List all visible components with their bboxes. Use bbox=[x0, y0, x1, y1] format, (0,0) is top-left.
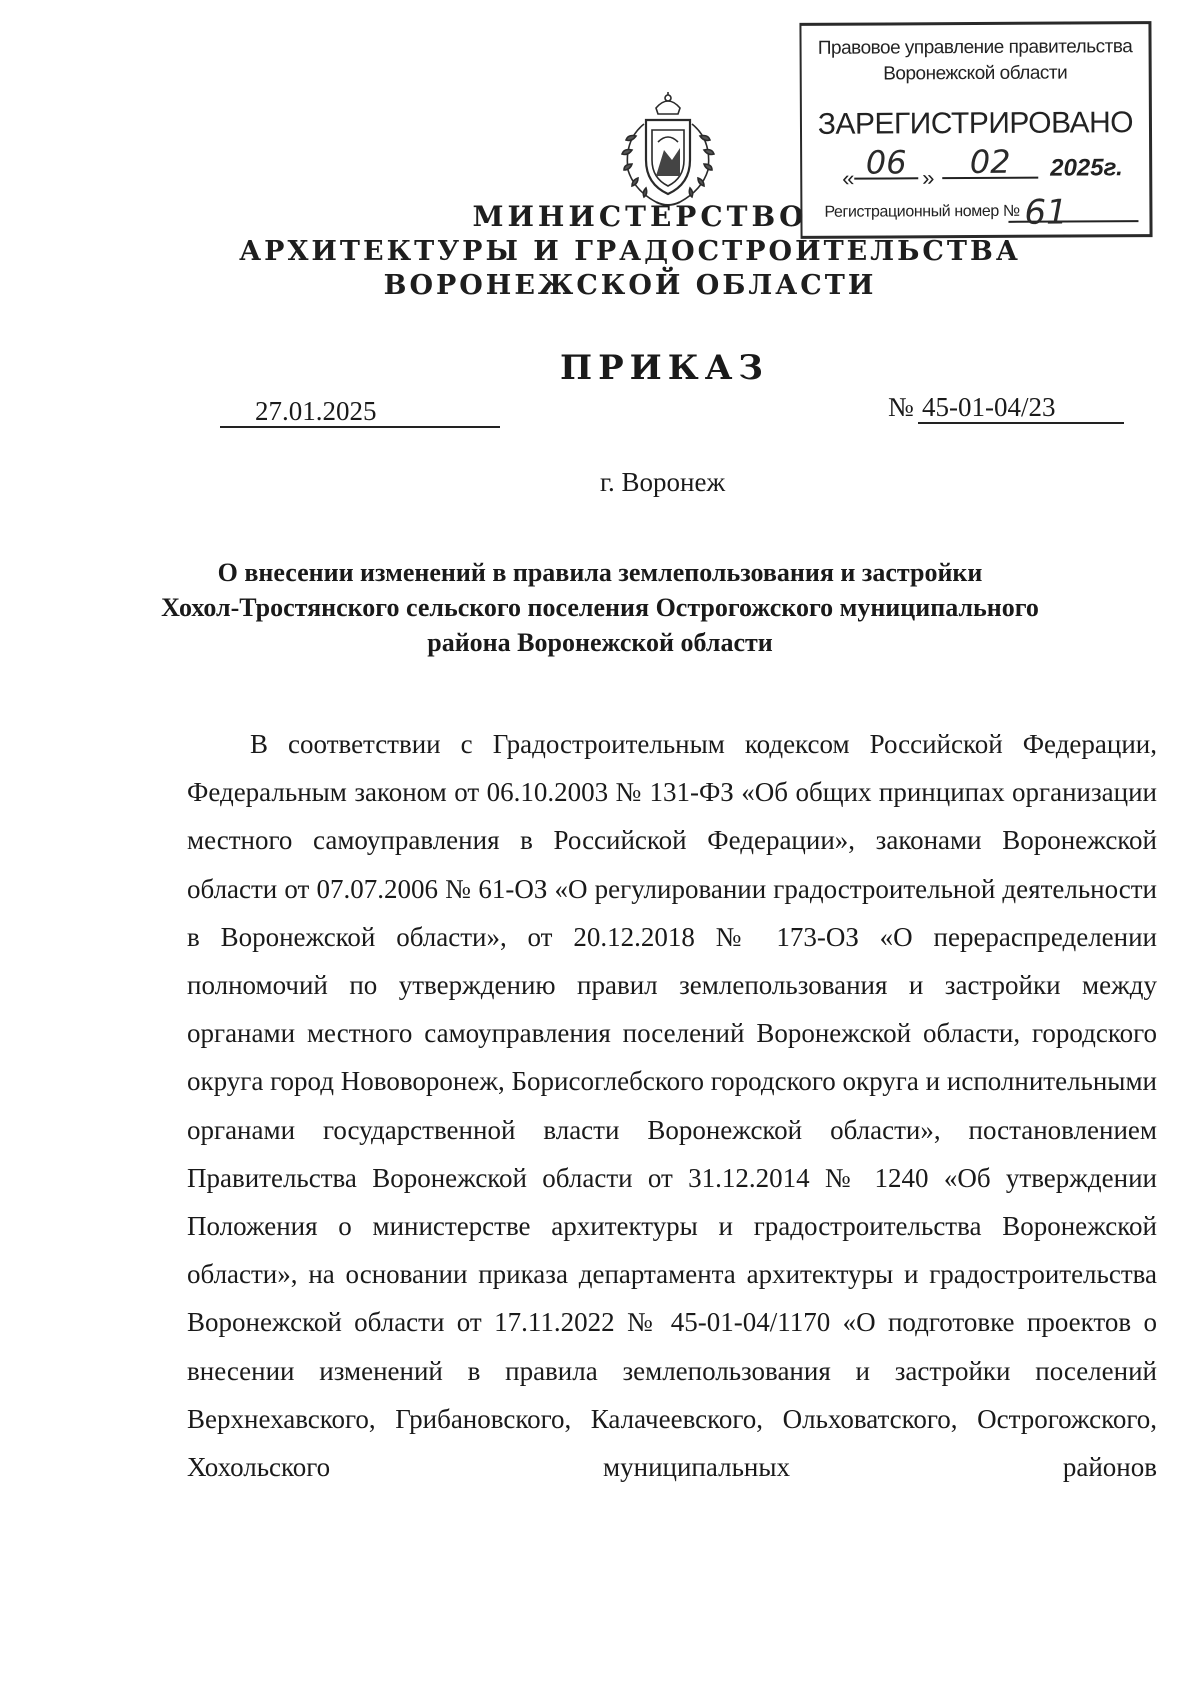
stamp-year: 2025г. bbox=[1050, 154, 1123, 182]
order-body bbox=[187, 720, 1157, 1491]
stamp-month: 02 bbox=[942, 143, 1038, 180]
stamp-registered-label: ЗАРЕГИСТРИРОВАНО bbox=[817, 106, 1134, 141]
registration-stamp bbox=[799, 21, 1152, 239]
order-number-sign: № bbox=[888, 392, 914, 422]
subject-line2: Хохол-Тростянского сельского поселения Острогожского муниципального bbox=[161, 593, 1039, 622]
order-number-underline bbox=[918, 422, 1124, 424]
stamp-org-line1: Правовое управление правительства bbox=[817, 36, 1133, 59]
stamp-day: 06 bbox=[854, 143, 918, 179]
order-date-underline bbox=[220, 426, 500, 428]
stamp-close-quote: » bbox=[922, 165, 935, 191]
order-title: ПРИКАЗ bbox=[560, 348, 769, 388]
ministry-name-line1: МИНИСТЕРСТВО bbox=[472, 200, 808, 233]
order-city: г. Воронеж bbox=[600, 467, 726, 497]
coat-of-arms-icon bbox=[606, 90, 730, 214]
stamp-org-line2: Воронежской области bbox=[883, 62, 1068, 85]
stamp-open-quote: « bbox=[842, 165, 855, 191]
body-paragraph: В соответствии с Градостроительным кодексом Российской Федерации, Федеральным законом от 06.10.2003 № 131-ФЗ «Об общих принципах организации местного самоуправления в Российской Федерации», законами Воронежской области от 07.07.2006 № 61-ОЗ «О регулировании градостроительной деятельности в Воронежской области», от 20.12.2018 № 173-ОЗ «О перераспределении полномочий по утверждению правил землепользования и застройки между органами местного самоуправления поселений Воронежской области, городского округа город Нововоронеж, Борисоглебского городского округа и исполнительными органами государственной власти Воронежской области», постановлением Правительства Воронежской области от 31.12.2014 № 1240 «Об утверждении Положения о министерстве архитектуры и градостроительства Воронежской области», на основании приказа департамента архитектуры и градостроительства Воронежской области от 17.11.2022 № 45-01-04/1170 «О подготовке проектов о внесении изменений в правила землепользования и застройки поселений Верхнехавского, Грибановского, Калачеевского, Ольховатского, Острогожского, Хохольского муниципальных районов bbox=[187, 729, 1157, 1483]
order-number: 45-01-04/23 bbox=[922, 392, 1056, 422]
order-subject bbox=[150, 555, 1050, 660]
stamp-regnum-label: Регистрационный номер № bbox=[824, 202, 1020, 221]
ministry-name-line3: ВОРОНЕЖСКОЙ ОБЛАСТИ bbox=[383, 270, 877, 301]
stamp-regnum: 61 bbox=[1024, 192, 1068, 233]
ministry-name-line2: АРХИТЕКТУРЫ И ГРАДОСТРОИТЕЛЬСТВА bbox=[239, 236, 1021, 267]
subject-line1: О внесении изменений в правила землепользования и застройки bbox=[217, 558, 983, 587]
stamp-date bbox=[842, 142, 1142, 198]
order-date: 27.01.2025 bbox=[255, 396, 377, 426]
subject-line3: района Воронежской области bbox=[427, 628, 773, 657]
